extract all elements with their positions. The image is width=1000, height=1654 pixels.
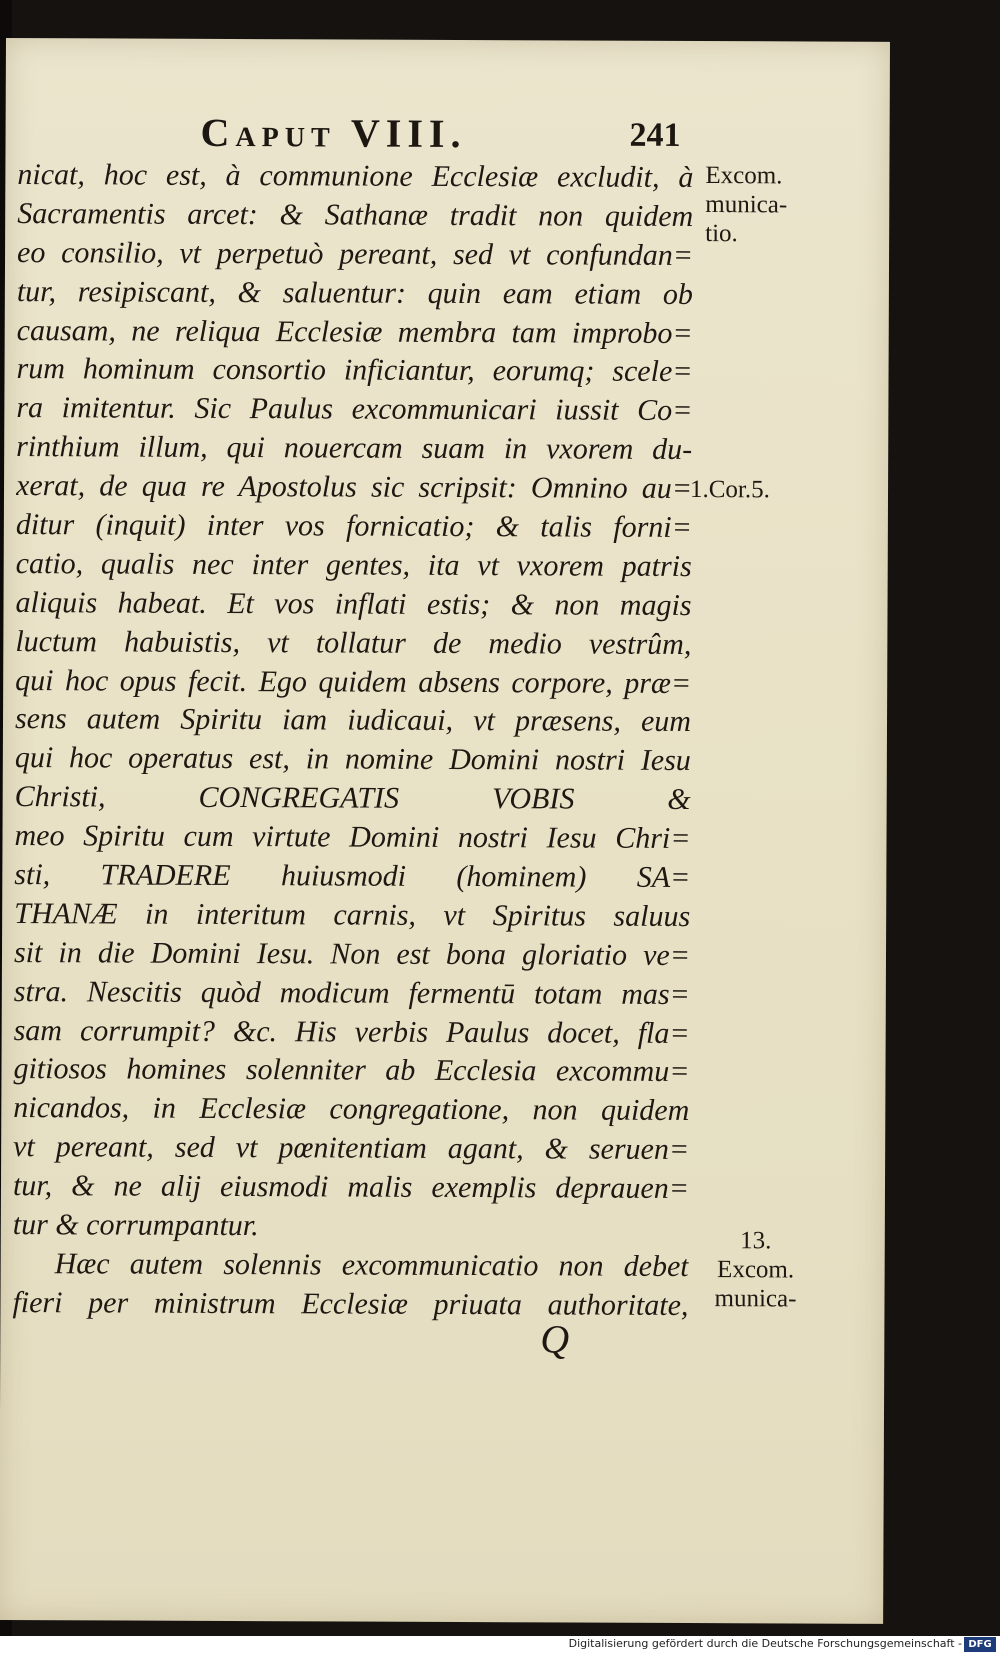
text-line: meo Spiritu cum virtute Domini nostri Iesu Chri= <box>14 819 691 856</box>
marginal-note-section <box>700 1226 810 1313</box>
text-line: tur, resipiscant, & saluentur: quin eam etiam ob <box>16 274 693 311</box>
text-line: Christi, CONGREGATIS VOBIS & <box>14 780 691 817</box>
main-text <box>12 156 693 1326</box>
text-line: fieri per ministrum Ecclesiæ priuata authoritate, <box>12 1285 689 1322</box>
text-line: tur & corrumpantur. <box>12 1208 259 1243</box>
running-head: Caput VIII. <box>200 109 467 157</box>
text-line: ra imitentur. Sic Paulus excommunicari iussit Co= <box>16 391 693 428</box>
text-line: sam corrumpit? &c. His verbis Paulus docet, fla= <box>13 1013 690 1050</box>
marginal-note-reference <box>690 475 770 504</box>
signature-mark: Q <box>540 1316 570 1362</box>
footer-bar <box>0 1636 1000 1654</box>
text-line: rum hominum consortio inficiantur, eorumq; scele= <box>16 352 693 389</box>
text-line: luctum habuistis, vt tollatur de medio vestrûm, <box>15 624 692 661</box>
marginal-line: tio. <box>705 220 738 248</box>
book-page <box>0 38 890 1624</box>
text-line: stra. Nescitis quòd modicum fermentū totam mas= <box>13 974 690 1011</box>
marginal-line: 13. <box>740 1227 772 1255</box>
dfg-logo: DFG <box>964 1637 996 1652</box>
page-number: 241 <box>629 116 681 154</box>
text-line: catio, qualis nec inter gentes, ita vt vxorem patris <box>15 546 692 583</box>
text-line: qui hoc opus fecit. Ego quidem absens corpore, præ= <box>15 663 692 700</box>
text-line: THANÆ in interitum carnis, vt Spiritus saluus <box>14 896 691 933</box>
text-line: sit in die Domini Iesu. Non est bona gloriatio ve= <box>13 935 691 972</box>
text-line: Sacramentis arcet: & Sathanæ tradit non quidem <box>17 196 694 233</box>
footer-credit: Digitalisierung gefördert durch die Deutsche Forschungsgemeinschaft - <box>568 1637 962 1650</box>
marginal-line: 1.Cor.5. <box>689 475 770 504</box>
text-line: nicandos, in Ecclesiæ congregatione, non quidem <box>13 1091 690 1128</box>
text-line: xerat, de qua re Apostolus sic scripsit: Omnino au= <box>15 469 693 506</box>
text-line: aliquis habeat. Et vos inflati estis; & non magis <box>15 585 692 622</box>
marginal-line: Excom. <box>717 1256 795 1284</box>
text-line: Hæc autem solennis excommunicatio non debet <box>54 1247 689 1283</box>
text-line: ditur (inquit) inter vos fornicatio; & talis forni= <box>15 508 692 545</box>
text-line: tur, & ne alij eiusmodi malis exemplis deprauen= <box>12 1169 690 1206</box>
marginal-note-excommunicatio <box>705 161 787 248</box>
marginal-line: munica- <box>714 1285 797 1313</box>
text-line: gitiosos homines solenniter ab Ecclesia excommu= <box>13 1052 690 1089</box>
text-line: causam, ne reliqua Ecclesiæ membra tam improbo= <box>16 313 693 350</box>
marginal-line: munica- <box>705 191 788 219</box>
text-line: sens autem Spiritu iam iudicaui, vt præsens, eum <box>14 702 692 739</box>
marginal-line: Excom. <box>705 162 783 190</box>
text-line: vt pereant, sed vt pœnitentiam agant, & seruen= <box>13 1130 690 1167</box>
text-line: eo consilio, vt perpetuò pereant, sed vt confundan= <box>16 235 694 272</box>
text-line: sti, TRADERE huiusmodi (hominem) SA= <box>14 858 691 895</box>
text-line: qui hoc operatus est, in nomine Domini nostri Iesu <box>14 741 691 778</box>
text-line: rinthium illum, qui nouercam suam in vxorem du- <box>16 430 693 467</box>
text-line: nicat, hoc est, à communione Ecclesiæ excludit, à <box>17 158 694 195</box>
